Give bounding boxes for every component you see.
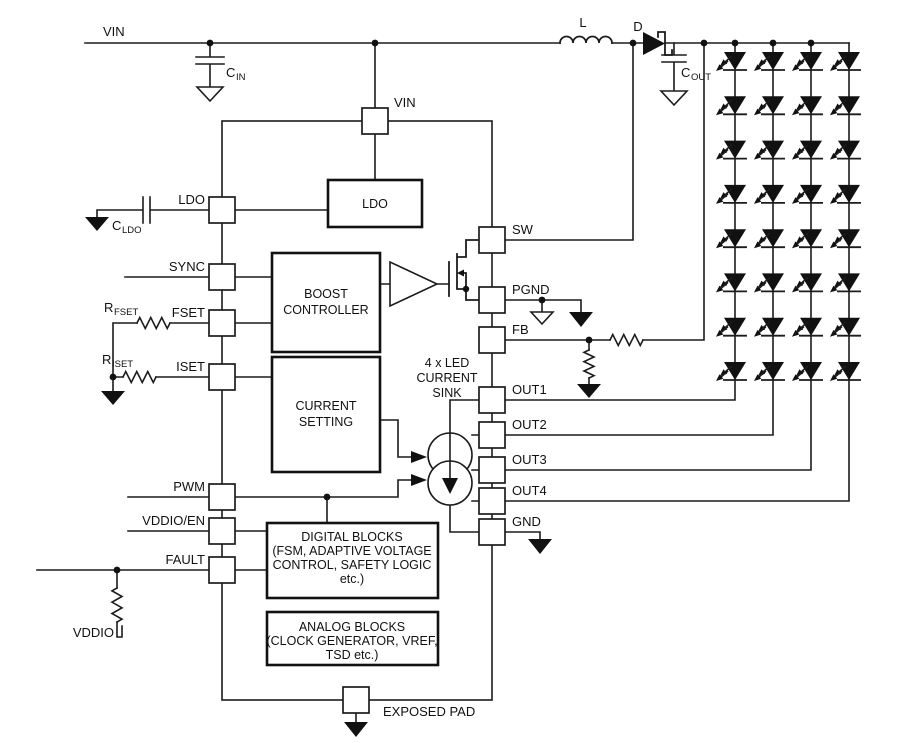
pin-exposed-pad (343, 687, 369, 713)
pin-fset (209, 310, 235, 336)
vin-rail-label: VIN (103, 24, 125, 39)
pin-gnd-label: GND (512, 514, 541, 529)
pin-out3-label: OUT3 (512, 452, 547, 467)
pin-pwm-label: PWM (173, 479, 205, 494)
block-digital-label-2: (FSM, ADAPTIVE VOLTAGE (272, 544, 432, 558)
block-digital-label-3: CONTROL, SAFETY LOGIC (272, 558, 432, 572)
block-analog-label-1: ANALOG BLOCKS (298, 620, 406, 634)
block-analog-label-2: (CLOCK GENERATOR, VREF, (266, 634, 438, 648)
block-boost-label-2: CONTROLLER (283, 303, 369, 317)
block-digital-label-1: DIGITAL BLOCKS (301, 530, 403, 544)
rfset-label: R (104, 300, 114, 315)
pin-out1-label: OUT1 (512, 382, 547, 397)
cldo-label-sub: LDO (122, 225, 142, 236)
current-sink-note-3: SINK (432, 386, 462, 400)
pin-sync-label: SYNC (168, 259, 205, 274)
pin-out1 (479, 387, 505, 413)
block-analog-label-3: TSD etc.) (325, 648, 379, 662)
pin-ldo-label: LDO (178, 192, 205, 207)
current-sink-note-2: CURRENT (416, 371, 478, 385)
pin-pgnd-label: PGND (512, 282, 550, 297)
pin-out2-label: OUT2 (512, 417, 547, 432)
pin-vin-label: VIN (394, 95, 416, 110)
diode-label: D (633, 19, 643, 34)
riset-label: R (102, 352, 112, 367)
cldo-label: C (112, 218, 122, 233)
pin-fb (479, 327, 505, 353)
pin-out4 (479, 488, 505, 514)
pin-sw-label: SW (512, 222, 533, 237)
pin-vddio-en-label: VDDIO/EN (142, 513, 205, 528)
pin-pwm (209, 484, 235, 510)
pin-ldo (209, 197, 235, 223)
pin-sw (479, 227, 505, 253)
vddio-rail-label: VDDIO (72, 625, 114, 640)
cin-label-sub: IN (236, 72, 246, 83)
block-digital-label-4: etc.) (339, 572, 365, 586)
pin-gnd (479, 519, 505, 545)
pin-vin (362, 108, 388, 134)
pin-out4-label: OUT4 (512, 483, 547, 498)
exposed-pad-label: EXPOSED PAD (383, 704, 476, 719)
block-current-setting-label-1: CURRENT (295, 399, 357, 413)
pin-iset (209, 364, 235, 390)
block-boost-label-1: BOOST (304, 287, 348, 301)
pin-out3 (479, 457, 505, 483)
pin-out2 (479, 422, 505, 448)
current-sink-note-1: 4 x LED (424, 356, 470, 370)
rfset-label-sub: FSET (114, 307, 139, 318)
pin-iset-label: ISET (176, 359, 205, 374)
pin-vddio-en (209, 518, 235, 544)
inductor-label: L (579, 15, 587, 30)
riset-label-sub: ISET (112, 359, 134, 370)
pin-pgnd (479, 287, 505, 313)
pin-fset-label: FSET (171, 305, 205, 320)
block-ldo-label: LDO (362, 197, 388, 211)
pin-sync (209, 264, 235, 290)
block-current-setting-label-2: SETTING (298, 415, 354, 429)
pin-fb-label: FB (512, 322, 529, 337)
cout-label: C (681, 65, 691, 80)
pin-fault-label: FAULT (165, 552, 205, 567)
cin-label: C (226, 65, 236, 80)
cout-label-sub: OUT (691, 72, 712, 83)
pin-fault (209, 557, 235, 583)
